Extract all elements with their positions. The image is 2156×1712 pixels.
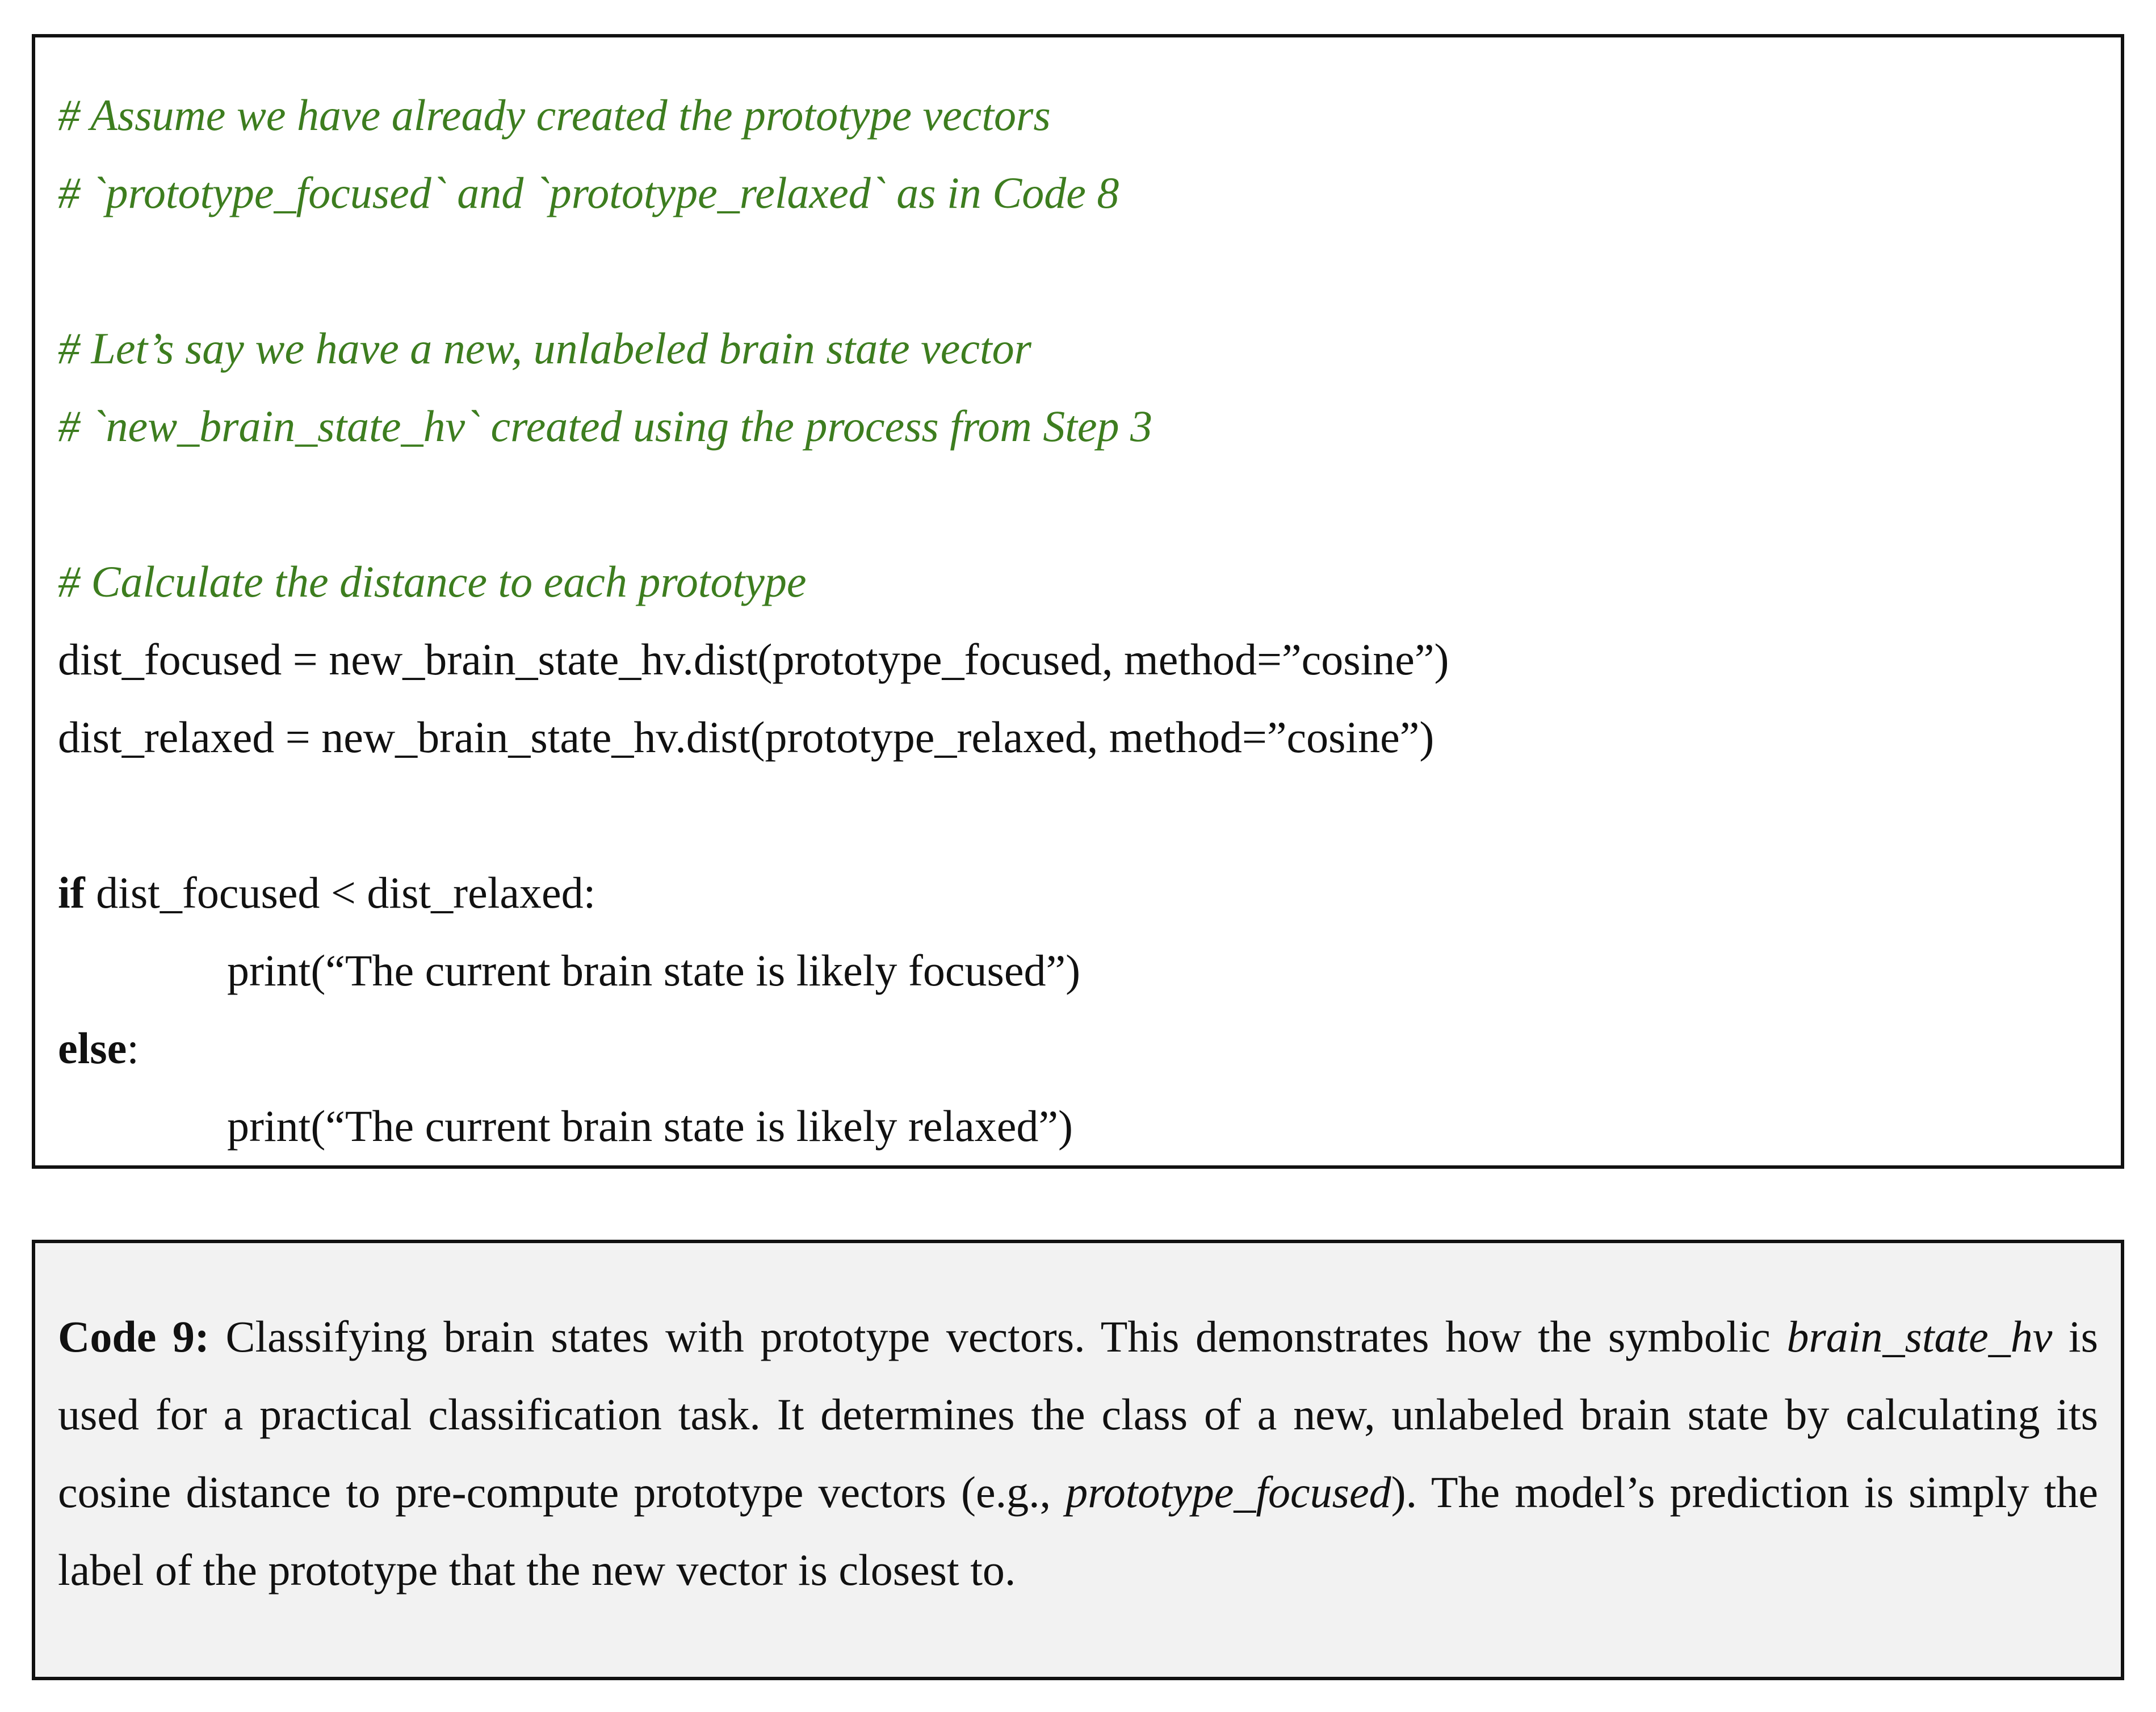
code-line-dist-focused: dist_focused = new_brain_state_hv.dist(prototype_focused, method=”cosine”) [58,635,1449,684]
if-condition: dist_focused < dist_relaxed: [85,868,596,917]
else-colon: : [127,1023,139,1073]
keyword-else: else [58,1023,127,1073]
code-line-dist-relaxed: dist_relaxed = new_brain_state_hv.dist(prototype_relaxed, method=”cosine”) [58,712,1434,762]
caption-part-2: is used for a practical classification task. It determines the class of a new, unlabeled brain state by calculating its cosine distance to pre-compute prototype vectors (e.g., [58,1312,2099,1517]
code-comment-line: # Assume we have already created the prototype vectors [58,90,1051,140]
code-blank-line [58,465,2121,543]
code-line-print-focused: print(“The current brain state is likely focused”) [227,946,1081,995]
code-comment-line: # `prototype_focused` and `prototype_relaxed` as in Code 8 [58,168,1119,217]
keyword-if: if [58,868,85,917]
code-blank-line [58,232,2121,309]
code-line-else [58,1009,2121,1087]
caption-part-1: Classifying brain states with prototype vectors. This demonstrates how the symbolic [209,1312,1787,1361]
code-comment-line: # Let’s say we have a new, unlabeled brain state vector [58,324,1031,373]
caption-part-3: ). The model’s prediction is simply the label of the prototype that the new vector is closest to. [58,1467,2098,1594]
code-comment-line: # Calculate the distance to each prototype [58,557,807,606]
code-comment-line: # `new_brain_state_hv` created using the process from Step 3 [58,401,1153,451]
caption-term-brain-state-hv: brain_state_hv [1786,1312,2053,1361]
code-line-print-relaxed: print(“The current brain state is likely relaxed”) [227,1101,1073,1151]
caption-label: Code 9: [58,1312,209,1361]
caption-box [32,1240,2124,1680]
caption-text [58,1298,2098,1609]
code-blank-line [58,776,2121,854]
code-line-if [58,854,2121,931]
caption-term-prototype-focused: prototype_focused [1066,1467,1391,1517]
code-block [32,34,2124,1169]
